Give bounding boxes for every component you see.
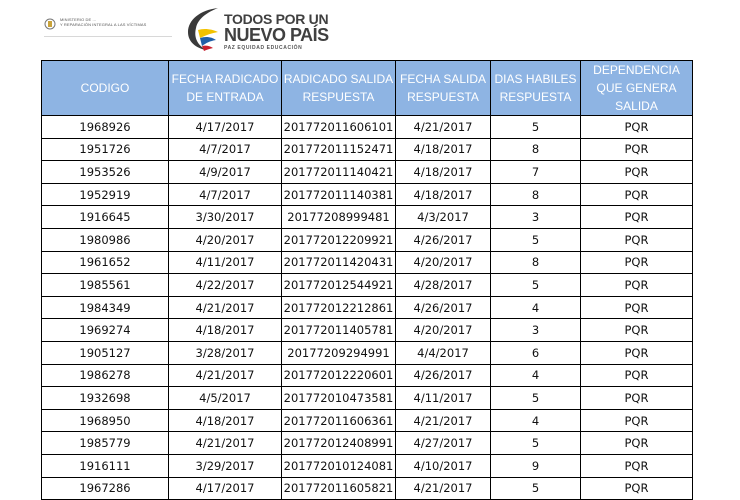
table-row xyxy=(42,454,693,477)
brand-logo xyxy=(182,2,329,54)
cell-radicado-salida: 201772010473581 xyxy=(282,387,396,410)
cell-fecha-salida: 4/28/2017 xyxy=(396,274,491,297)
table-row xyxy=(42,206,693,229)
column-header-radicado-salida: RADICADO SALIDA RESPUESTA xyxy=(282,61,396,116)
cell-radicado-salida: 201772011606101 xyxy=(282,116,396,139)
cell-dependencia: PQR xyxy=(581,274,693,297)
cell-dependencia: PQR xyxy=(581,409,693,432)
cell-dias-habiles: 8 xyxy=(491,138,581,161)
cell-fecha-radicado: 4/7/2017 xyxy=(169,138,282,161)
cell-dependencia: PQR xyxy=(581,116,693,139)
brand-line-1: TODOS POR UN xyxy=(224,11,329,27)
table-row xyxy=(42,296,693,319)
cell-fecha-salida: 4/21/2017 xyxy=(396,477,491,500)
cell-dias-habiles: 9 xyxy=(491,454,581,477)
cell-codigo: 1967286 xyxy=(42,477,169,500)
table-row xyxy=(42,183,693,206)
column-header-dependencia: DEPENDENCIA QUE GENERA SALIDA xyxy=(581,61,693,116)
cell-radicado-salida: 201772011606361 xyxy=(282,409,396,432)
document-header xyxy=(0,0,740,58)
table-row xyxy=(42,116,693,139)
cell-fecha-salida: 4/3/2017 xyxy=(396,206,491,229)
table-row xyxy=(42,274,693,297)
cell-dias-habiles: 5 xyxy=(491,228,581,251)
cell-dependencia: PQR xyxy=(581,387,693,410)
government-logo-text: MINISTERIO DE ... Y REPARACIÓN INTEGRAL A LAS VÍCTIMAS xyxy=(60,17,147,27)
table-row xyxy=(42,432,693,455)
cell-codigo: 1968950 xyxy=(42,409,169,432)
cell-dependencia: PQR xyxy=(581,228,693,251)
cell-fecha-radicado: 4/5/2017 xyxy=(169,387,282,410)
cell-dias-habiles: 4 xyxy=(491,409,581,432)
cell-fecha-radicado: 4/21/2017 xyxy=(169,296,282,319)
cell-dependencia: PQR xyxy=(581,364,693,387)
cell-dias-habiles: 7 xyxy=(491,161,581,184)
cell-codigo: 1985561 xyxy=(42,274,169,297)
cell-fecha-radicado: 4/18/2017 xyxy=(169,319,282,342)
cell-dependencia: PQR xyxy=(581,206,693,229)
cell-dependencia: PQR xyxy=(581,454,693,477)
cell-codigo: 1916111 xyxy=(42,454,169,477)
cell-fecha-radicado: 4/20/2017 xyxy=(169,228,282,251)
cell-fecha-radicado: 4/21/2017 xyxy=(169,364,282,387)
cell-fecha-salida: 4/4/2017 xyxy=(396,341,491,364)
cell-fecha-salida: 4/10/2017 xyxy=(396,454,491,477)
cell-fecha-salida: 4/20/2017 xyxy=(396,251,491,274)
cell-dependencia: PQR xyxy=(581,296,693,319)
cell-codigo: 1916645 xyxy=(42,206,169,229)
cell-codigo: 1986278 xyxy=(42,364,169,387)
cell-fecha-salida: 4/21/2017 xyxy=(396,116,491,139)
cell-radicado-salida: 201772011605821 xyxy=(282,477,396,500)
logo-divider xyxy=(44,36,172,37)
table-row xyxy=(42,477,693,500)
cell-dependencia: PQR xyxy=(581,341,693,364)
brand-slogan: PAZ EQUIDAD EDUCACIÓN xyxy=(224,45,303,51)
table-header-row xyxy=(42,61,693,116)
cell-codigo: 1953526 xyxy=(42,161,169,184)
cell-fecha-radicado: 4/11/2017 xyxy=(169,251,282,274)
table-row xyxy=(42,319,693,342)
cell-radicado-salida: 201772011152471 xyxy=(282,138,396,161)
cell-fecha-radicado: 4/9/2017 xyxy=(169,161,282,184)
cell-dias-habiles: 8 xyxy=(491,183,581,206)
table-row xyxy=(42,364,693,387)
cell-dias-habiles: 6 xyxy=(491,341,581,364)
cell-radicado-salida: 201772011140381 xyxy=(282,183,396,206)
cell-dias-habiles: 5 xyxy=(491,116,581,139)
cell-codigo: 1905127 xyxy=(42,341,169,364)
cell-fecha-salida: 4/20/2017 xyxy=(396,319,491,342)
table-row xyxy=(42,161,693,184)
cell-codigo: 1932698 xyxy=(42,387,169,410)
cell-dependencia: PQR xyxy=(581,183,693,206)
cell-dias-habiles: 3 xyxy=(491,206,581,229)
cell-fecha-salida: 4/26/2017 xyxy=(396,364,491,387)
cell-radicado-salida: 20177209294991 xyxy=(282,341,396,364)
cell-dias-habiles: 5 xyxy=(491,477,581,500)
cell-codigo: 1969274 xyxy=(42,319,169,342)
cell-radicado-salida: 201772011140421 xyxy=(282,161,396,184)
cell-radicado-salida: 201772012408991 xyxy=(282,432,396,455)
cell-dias-habiles: 5 xyxy=(491,387,581,410)
brand-line-2: NUEVO PAÍS xyxy=(224,25,329,45)
cell-fecha-radicado: 4/21/2017 xyxy=(169,432,282,455)
cell-fecha-salida: 4/11/2017 xyxy=(396,387,491,410)
cell-dias-habiles: 5 xyxy=(491,432,581,455)
column-header-fecha-radicado: FECHA RADICADO DE ENTRADA xyxy=(169,61,282,116)
cell-fecha-salida: 4/26/2017 xyxy=(396,228,491,251)
cell-fecha-salida: 4/26/2017 xyxy=(396,296,491,319)
column-header-codigo: CODIGO xyxy=(42,61,169,116)
cell-dependencia: PQR xyxy=(581,161,693,184)
cell-codigo: 1952919 xyxy=(42,183,169,206)
cell-dependencia: PQR xyxy=(581,319,693,342)
cell-radicado-salida: 201772012209921 xyxy=(282,228,396,251)
cell-dias-habiles: 3 xyxy=(491,319,581,342)
cell-dependencia: PQR xyxy=(581,251,693,274)
cell-codigo: 1951726 xyxy=(42,138,169,161)
cell-dependencia: PQR xyxy=(581,477,693,500)
table-row xyxy=(42,387,693,410)
table-row xyxy=(42,228,693,251)
cell-radicado-salida: 201772010124081 xyxy=(282,454,396,477)
cell-radicado-salida: 201772012544921 xyxy=(282,274,396,297)
cell-fecha-radicado: 3/30/2017 xyxy=(169,206,282,229)
table-row xyxy=(42,138,693,161)
cell-fecha-salida: 4/18/2017 xyxy=(396,161,491,184)
responses-table xyxy=(41,60,693,500)
cell-fecha-salida: 4/21/2017 xyxy=(396,409,491,432)
cell-radicado-salida: 201772011420431 xyxy=(282,251,396,274)
table-row xyxy=(42,251,693,274)
cell-fecha-radicado: 4/17/2017 xyxy=(169,116,282,139)
cell-fecha-radicado: 4/17/2017 xyxy=(169,477,282,500)
table-row xyxy=(42,341,693,364)
cell-codigo: 1985779 xyxy=(42,432,169,455)
cell-radicado-salida: 201772011405781 xyxy=(282,319,396,342)
government-logo xyxy=(44,14,172,42)
cell-dependencia: PQR xyxy=(581,138,693,161)
cell-fecha-radicado: 4/7/2017 xyxy=(169,183,282,206)
cell-codigo: 1961652 xyxy=(42,251,169,274)
coat-of-arms-icon xyxy=(44,18,56,30)
cell-dias-habiles: 8 xyxy=(491,251,581,274)
cell-codigo: 1980986 xyxy=(42,228,169,251)
cell-fecha-salida: 4/18/2017 xyxy=(396,183,491,206)
cell-codigo: 1984349 xyxy=(42,296,169,319)
swoosh-icon xyxy=(182,4,222,52)
cell-dependencia: PQR xyxy=(581,432,693,455)
cell-radicado-salida: 201772012220601 xyxy=(282,364,396,387)
cell-fecha-salida: 4/18/2017 xyxy=(396,138,491,161)
cell-radicado-salida: 20177208999481 xyxy=(282,206,396,229)
cell-codigo: 1968926 xyxy=(42,116,169,139)
column-header-fecha-salida: FECHA SALIDA RESPUESTA xyxy=(396,61,491,116)
cell-fecha-salida: 4/27/2017 xyxy=(396,432,491,455)
cell-dias-habiles: 5 xyxy=(491,274,581,297)
cell-fecha-radicado: 3/29/2017 xyxy=(169,454,282,477)
column-header-dias-habiles: DIAS HABILES RESPUESTA xyxy=(491,61,581,116)
cell-radicado-salida: 201772012212861 xyxy=(282,296,396,319)
table-row xyxy=(42,409,693,432)
cell-dias-habiles: 4 xyxy=(491,364,581,387)
cell-dias-habiles: 4 xyxy=(491,296,581,319)
cell-fecha-radicado: 3/28/2017 xyxy=(169,341,282,364)
cell-fecha-radicado: 4/18/2017 xyxy=(169,409,282,432)
cell-fecha-radicado: 4/22/2017 xyxy=(169,274,282,297)
